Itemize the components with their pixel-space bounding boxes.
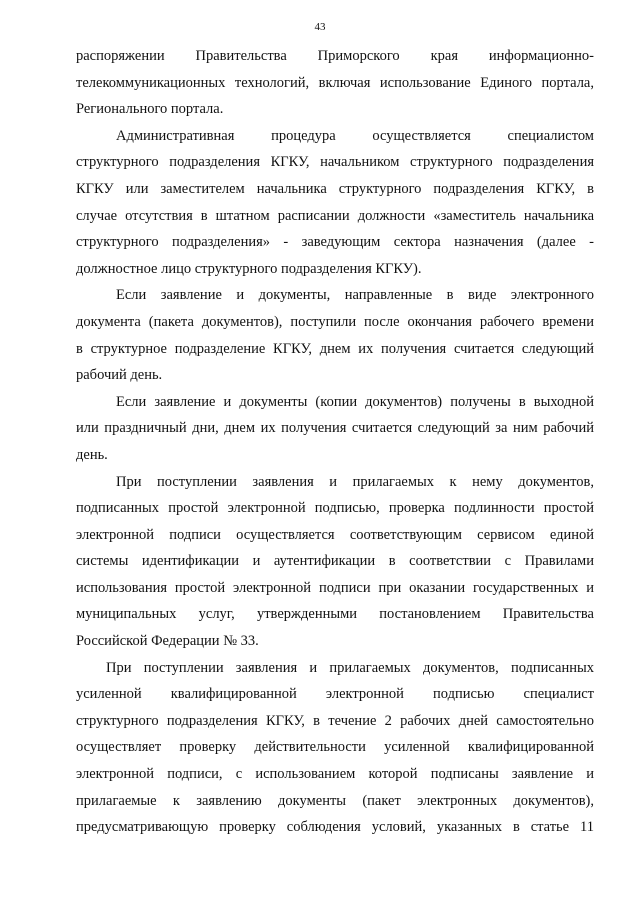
text-line: рабочий день. [76, 367, 163, 384]
text-line: прилагаемые к заявлению документы (пакет электронных документов), [76, 792, 594, 809]
text-line: предусматривающую проверку соблюдения условий, указанных в статье 11 [76, 819, 594, 836]
text-line: день. [76, 446, 108, 463]
text-line: структурного подразделения» - заведующим сектора назначения (далее - [76, 234, 594, 251]
text-line: электронной подписи, с использованием которой подписаны заявление и [76, 766, 594, 783]
text-line: осуществляет проверку действительности усиленной квалифицированной [76, 739, 594, 756]
paragraph [76, 282, 594, 388]
text-line: структурного подразделения КГКУ, в течение 2 рабочих дней самостоятельно [76, 712, 594, 729]
text-line: Регионального портала. [76, 101, 224, 118]
paragraph [76, 655, 594, 841]
text-line: в структурное подразделение КГКУ, днем их получения считается следующий [76, 340, 594, 357]
paragraph [76, 123, 594, 283]
paragraph [76, 469, 594, 655]
paragraph [76, 389, 594, 469]
text-line: При поступлении заявления и прилагаемых к нему документов, [116, 473, 594, 490]
text-line: При поступлении заявления и прилагаемых документов, подписанных [106, 659, 594, 676]
text-line: телекоммуникационных технологий, включая использование Единого портала, [76, 74, 594, 91]
page-number: 43 [314, 21, 326, 33]
text-line: случае отсутствия в штатном расписании должности «заместитель начальника [76, 207, 594, 224]
text-line: электронной подписи осуществляется соответствующим сервисом единой [76, 526, 594, 543]
text-line: Административная процедура осуществляется специалистом [116, 127, 594, 144]
text-line: Российской Федерации № 33. [76, 633, 259, 650]
text-line: структурного подразделения КГКУ, начальником структурного подразделения [76, 154, 594, 171]
text-line: документа (пакета документов), поступили после окончания рабочего времени [76, 313, 594, 330]
text-line: должностное лицо структурного подразделения КГКУ). [76, 260, 422, 277]
document-body [76, 43, 594, 841]
text-line: Если заявление и документы (копии документов) получены в выходной [116, 393, 594, 410]
text-line: усиленной квалифицированной электронной подписью специалист [76, 686, 594, 703]
text-line: или праздничный дни, днем их получения считается следующий за ним рабочий [76, 420, 594, 437]
text-line: подписанных простой электронной подписью, проверка подлинности простой [76, 500, 594, 517]
text-line: КГКУ или заместителем начальника структурного подразделения КГКУ, в [76, 180, 594, 197]
text-line: Если заявление и документы, направленные в виде электронного [116, 287, 594, 304]
text-line: использования простой электронной подписи при оказании государственных и [76, 579, 594, 596]
text-line: муниципальных услуг, утвержденными постановлением Правительства [76, 606, 594, 623]
paragraph [76, 43, 594, 123]
text-line: системы идентификации и аутентификации в соответствии с Правилами [76, 553, 594, 570]
text-line: распоряжении Правительства Приморского края информационно- [76, 48, 594, 64]
